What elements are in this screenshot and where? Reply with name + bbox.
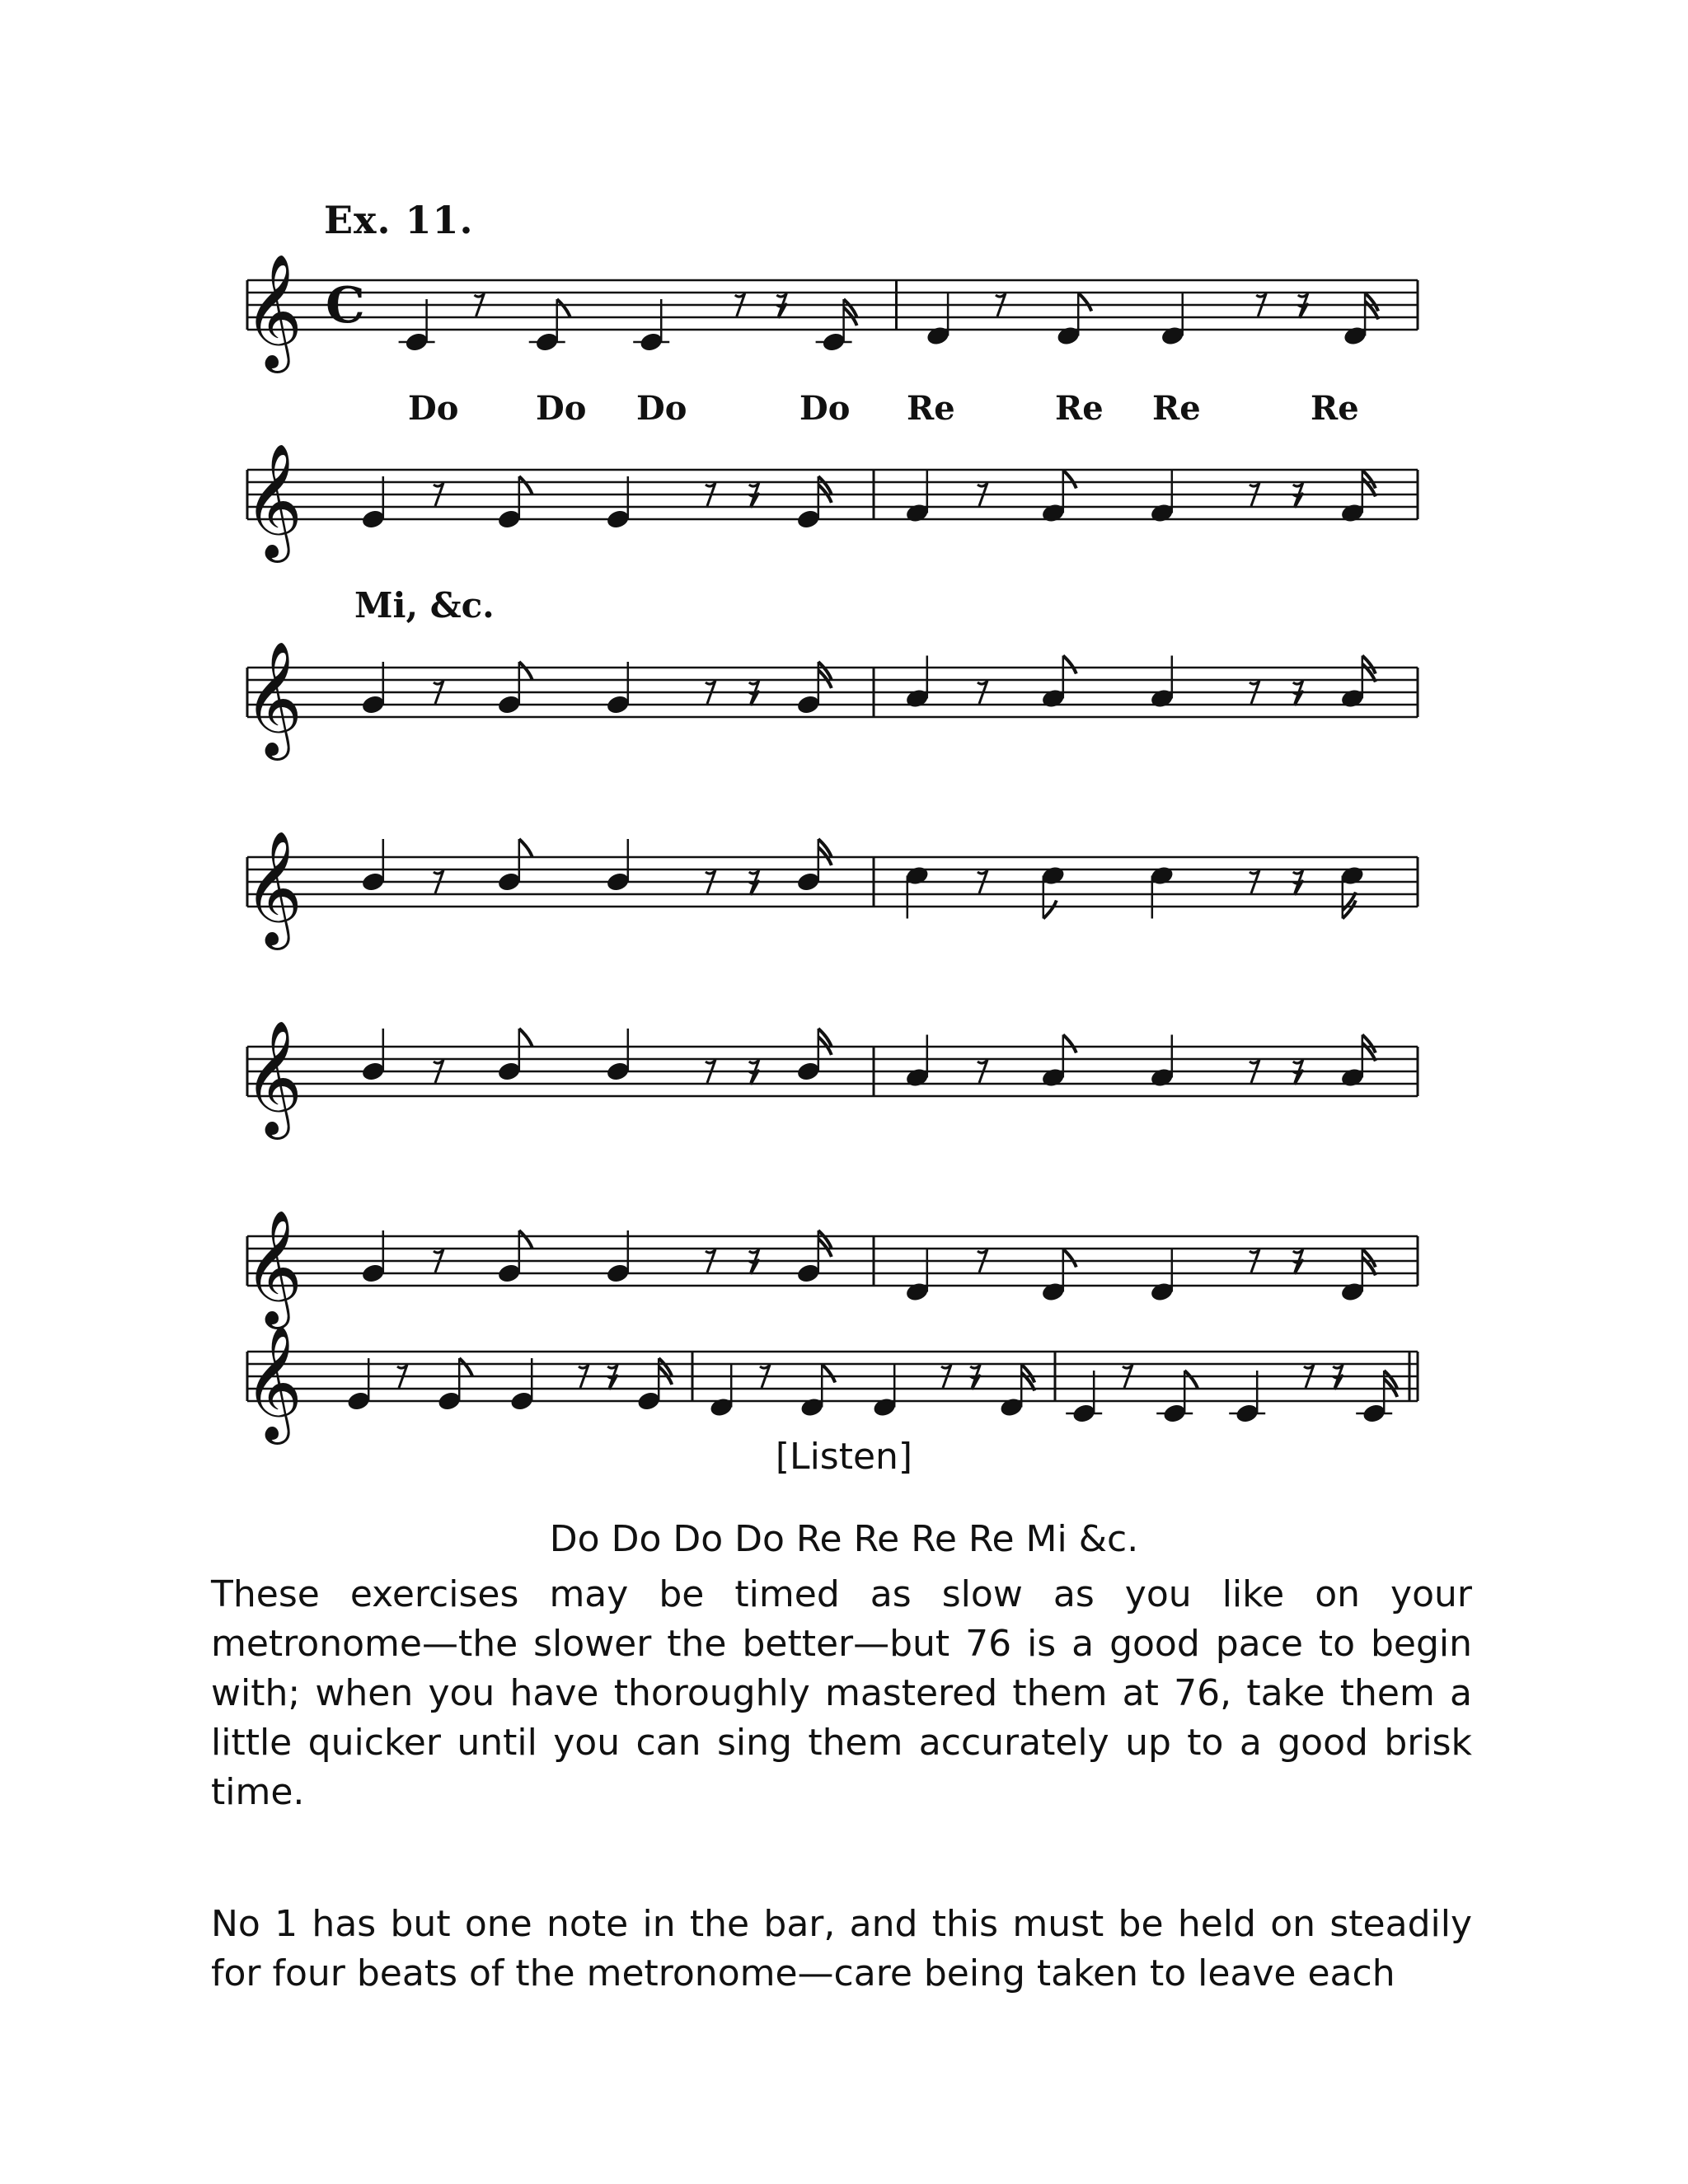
note-flag bbox=[557, 299, 570, 317]
lyric-syllable: Do bbox=[799, 389, 851, 428]
note-flag bbox=[1043, 901, 1057, 919]
note-flag bbox=[519, 839, 532, 857]
lyric-syllable: Re bbox=[1311, 389, 1359, 428]
note-flag bbox=[519, 662, 532, 680]
note-flag bbox=[519, 1230, 532, 1249]
note-flag bbox=[822, 1365, 835, 1383]
note-flag bbox=[519, 476, 532, 494]
rest-symbol bbox=[1293, 691, 1303, 705]
note-flag bbox=[1063, 656, 1076, 674]
note-flag bbox=[1063, 471, 1076, 489]
note-flag bbox=[1184, 1371, 1198, 1389]
note-flag bbox=[1063, 1035, 1076, 1053]
lyric-syllable: Do bbox=[408, 389, 459, 428]
syllables-caption: Do Do Do Do Re Re Re Re Mi &c. bbox=[549, 1518, 1139, 1560]
treble-clef: 𝄞 bbox=[244, 831, 302, 945]
rest-symbol bbox=[1293, 1259, 1303, 1274]
rest-symbol bbox=[776, 303, 786, 318]
treble-clef: 𝄞 bbox=[244, 641, 302, 756]
note-flag bbox=[459, 1358, 472, 1376]
treble-clef: 𝄞 bbox=[244, 443, 302, 558]
rest-symbol bbox=[970, 1375, 980, 1390]
lyrics-line-1 bbox=[239, 389, 1434, 430]
note-flag bbox=[1078, 293, 1091, 312]
rest-symbol bbox=[1333, 1375, 1343, 1390]
lyric-syllable: Do bbox=[636, 389, 687, 428]
note-flag bbox=[519, 1029, 532, 1047]
staff-system-5 bbox=[239, 1014, 1434, 1212]
rest-symbol bbox=[1293, 1070, 1303, 1085]
rest-symbol bbox=[1298, 303, 1308, 318]
rest-symbol bbox=[607, 1375, 617, 1390]
time-signature: C bbox=[326, 277, 365, 335]
rest-symbol bbox=[749, 1259, 759, 1274]
staff-system-4 bbox=[239, 824, 1434, 1022]
paragraph-2: No 1 has but one note in the bar, and this must be held on steadily for four beats of the metronome—care being taken to leave each bbox=[211, 1903, 1472, 1994]
rest-symbol bbox=[749, 691, 759, 705]
lyric-syllable: Re bbox=[1055, 389, 1104, 428]
lyric-syllable: Re bbox=[907, 389, 955, 428]
treble-clef: 𝄞 bbox=[244, 1325, 302, 1440]
lyric-syllable: Re bbox=[1152, 389, 1201, 428]
rest-symbol bbox=[749, 1070, 759, 1085]
treble-clef: 𝄞 bbox=[244, 1210, 302, 1324]
treble-clef: 𝄞 bbox=[244, 254, 302, 368]
lyric-syllable: Do bbox=[536, 389, 587, 428]
paragraph-1: These exercises may be timed as slow as you like on your metronome—the slower the better—but 76 is a good pace to begin with; when you have thoroughly mastered them at 76, take them a little quicker until you can sing them accurately up to a good brisk time. bbox=[211, 1573, 1472, 1813]
rest-symbol bbox=[749, 880, 759, 895]
listen-link[interactable]: [Listen] bbox=[775, 1436, 913, 1478]
rest-symbol bbox=[1293, 493, 1303, 508]
rest-symbol bbox=[1293, 880, 1303, 895]
treble-clef: 𝄞 bbox=[244, 1020, 302, 1135]
mi-label: Mi, &c. bbox=[354, 585, 495, 626]
rest-symbol bbox=[749, 493, 759, 508]
note-flag bbox=[1063, 1249, 1076, 1268]
example-label: Ex. 11. bbox=[324, 198, 474, 242]
staff-system-3 bbox=[239, 635, 1434, 832]
